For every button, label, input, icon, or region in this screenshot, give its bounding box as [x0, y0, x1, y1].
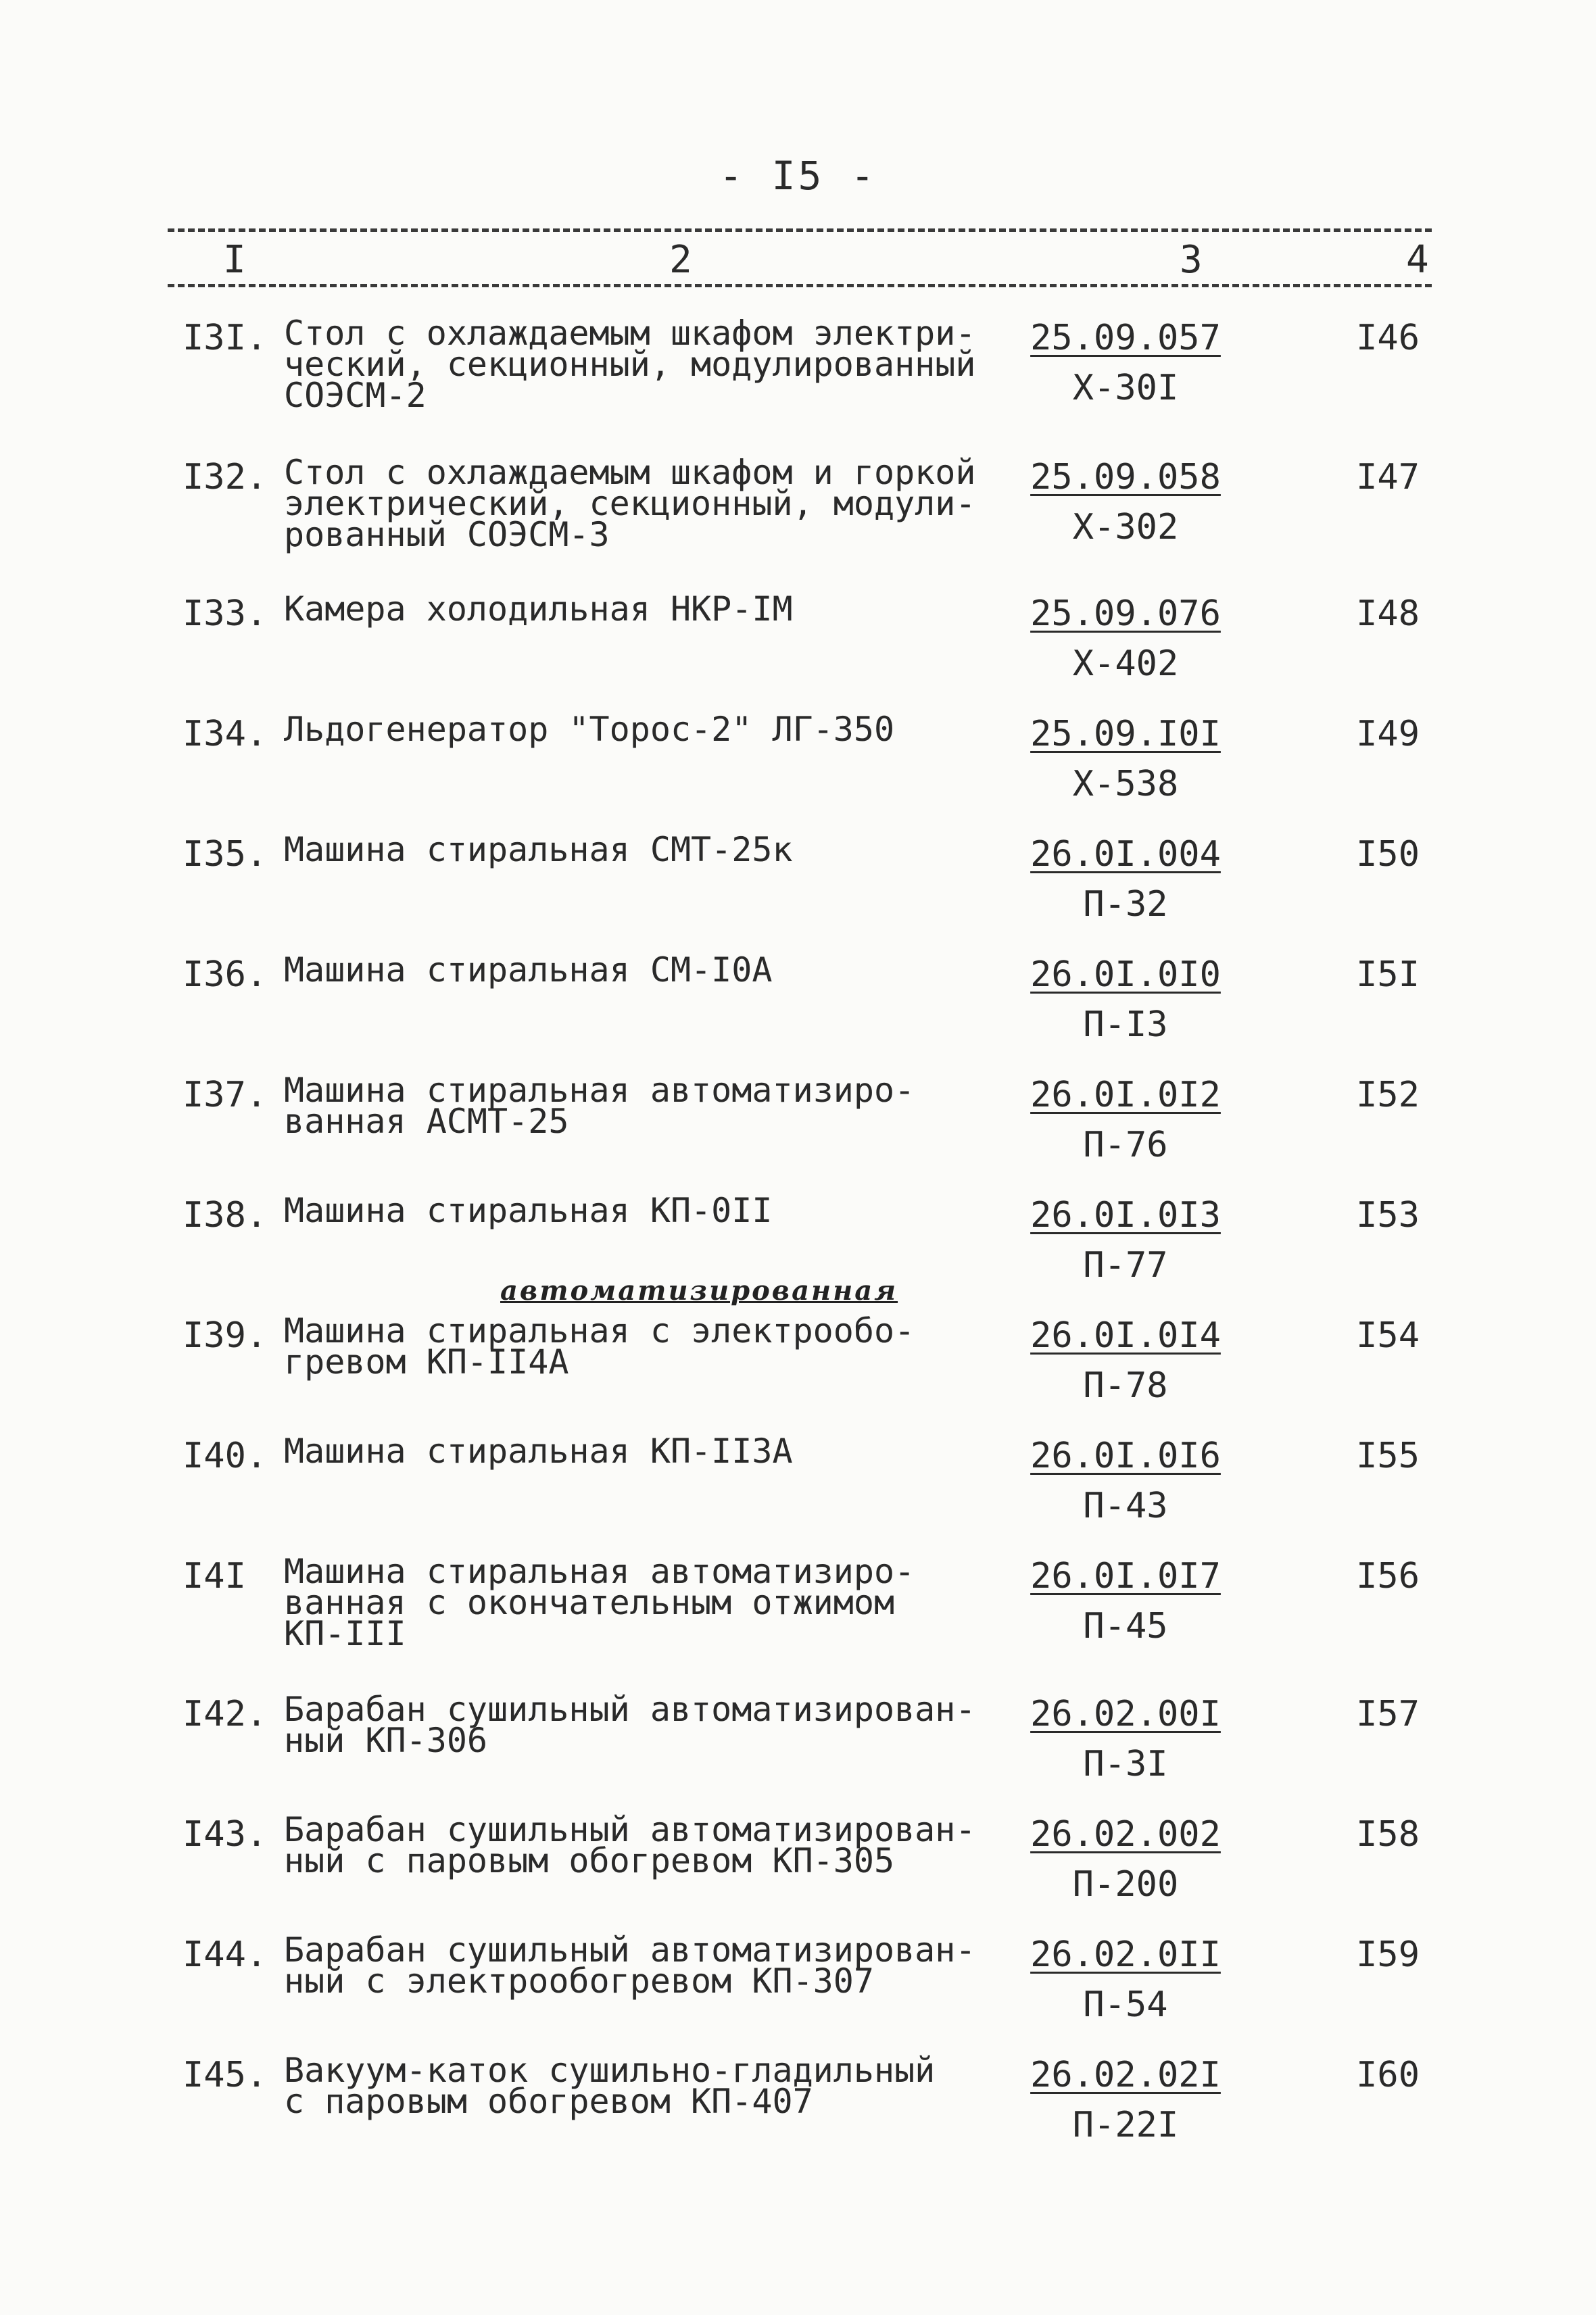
page-ref: I46	[1356, 318, 1420, 358]
item-code: 26.0I.004	[1030, 834, 1221, 875]
item-subcode: П-77	[1083, 1245, 1168, 1286]
item-codes	[1021, 1436, 1230, 1526]
item-subcode: П-3I	[1083, 1744, 1168, 1784]
header-rule-top	[168, 228, 1432, 232]
row-number: I45.	[183, 2055, 268, 2095]
item-codes	[1021, 1315, 1230, 1406]
row-number: I37.	[183, 1075, 268, 1115]
item-code: 26.0I.0I0	[1030, 954, 1221, 995]
item-name: Машина стиральная КП-II3А	[284, 1432, 793, 1471]
page-number: - I5 -	[719, 153, 877, 199]
item-codes	[1021, 714, 1230, 804]
item-subcode: П-78	[1083, 1365, 1168, 1406]
item-codes	[1021, 318, 1230, 408]
item-name: Стол с охлаждаемым шкафом и горкой электрический, секционный, модули- рованный СОЭСМ-3	[284, 453, 976, 554]
item-code: 25.09.I0I	[1030, 714, 1221, 754]
item-name: Барабан сушильный автоматизирован- ный с паровым обогревом КП-305	[284, 1810, 976, 1880]
item-name: Машина стиральная СМТ-25к	[284, 830, 793, 869]
item-codes	[1021, 593, 1230, 684]
item-code: 25.09.058	[1030, 457, 1221, 497]
item-codes	[1021, 1814, 1230, 1905]
item-codes	[1021, 1934, 1230, 2025]
row-number: I42.	[183, 1694, 268, 1734]
page-ref: I55	[1356, 1436, 1420, 1476]
item-name: Льдогенератор "Торос-2" ЛГ-350	[284, 710, 895, 749]
item-code: 25.09.076	[1030, 593, 1221, 634]
item-codes	[1021, 457, 1230, 547]
item-code: 26.0I.0I7	[1030, 1556, 1221, 1597]
page-ref: I49	[1356, 714, 1420, 754]
item-subcode: П-45	[1083, 1606, 1168, 1647]
item-subcode: П-22I	[1072, 2105, 1179, 2145]
item-code: 26.02.02I	[1030, 2055, 1221, 2095]
row-number: I4I	[183, 1556, 246, 1597]
page-ref: I50	[1356, 834, 1420, 875]
item-subcode: П-54	[1083, 1984, 1168, 2025]
item-code: 26.0I.0I2	[1030, 1075, 1221, 1115]
item-codes	[1021, 1556, 1230, 1647]
row-number: I43.	[183, 1814, 268, 1855]
column-header-1: I	[223, 238, 246, 282]
page-ref: I5I	[1356, 954, 1420, 995]
column-header-4: 4	[1406, 238, 1429, 282]
item-code: 26.02.00I	[1030, 1694, 1221, 1734]
page-ref: I52	[1356, 1075, 1420, 1115]
item-code: 26.02.0II	[1030, 1934, 1221, 1975]
item-subcode: Х-538	[1072, 764, 1179, 804]
item-subcode: П-76	[1083, 1125, 1168, 1165]
row-number: I39.	[183, 1315, 268, 1356]
page-ref: I47	[1356, 457, 1420, 497]
item-subcode: П-32	[1083, 884, 1168, 925]
item-name: Машина стиральная автоматизиро- ванная с окончательным отжимом КП-III	[284, 1552, 915, 1653]
row-number: I34.	[183, 714, 268, 754]
item-name: Камера холодильная НКР-IМ	[284, 589, 793, 629]
row-number: I40.	[183, 1436, 268, 1476]
item-codes	[1021, 1195, 1230, 1286]
item-name: Стол с охлаждаемым шкафом электри- ческий, секционный, модулированный СОЭСМ-2	[284, 314, 976, 415]
item-codes	[1021, 834, 1230, 925]
page-ref: I53	[1356, 1195, 1420, 1236]
item-name: Машина стиральная с электрообо- гревом КП-II4А	[284, 1311, 915, 1382]
handwritten-annotation: автоматизированная	[500, 1275, 898, 1307]
item-name: Машина стиральная автоматизиро- ванная АСМТ-25	[284, 1071, 915, 1141]
item-subcode: Х-30I	[1072, 368, 1179, 408]
item-code: 26.02.002	[1030, 1814, 1221, 1855]
column-header-2: 2	[669, 238, 692, 282]
row-number: I33.	[183, 593, 268, 634]
item-subcode: П-43	[1083, 1486, 1168, 1526]
item-code: 26.0I.0I6	[1030, 1436, 1221, 1476]
row-number: I44.	[183, 1934, 268, 1975]
item-subcode: П-200	[1072, 1864, 1179, 1905]
item-subcode: Х-402	[1072, 643, 1179, 684]
item-name: Машина стиральная КП-0II	[284, 1191, 773, 1230]
item-name: Барабан сушильный автоматизирован- ный КП-306	[284, 1690, 976, 1760]
row-number: I36.	[183, 954, 268, 995]
item-name: Вакуум-каток сушильно-гладильный с паровым обогревом КП-407	[284, 2051, 936, 2121]
item-name: Барабан сушильный автоматизирован- ный с электрообогревом КП-307	[284, 1930, 976, 2001]
item-code: 26.0I.0I4	[1030, 1315, 1221, 1356]
row-number: I3I.	[183, 318, 268, 358]
page-ref: I58	[1356, 1814, 1420, 1855]
page-ref: I54	[1356, 1315, 1420, 1356]
item-subcode: Х-302	[1072, 507, 1179, 547]
item-subcode: П-I3	[1083, 1004, 1168, 1045]
row-number: I38.	[183, 1195, 268, 1236]
page-ref: I60	[1356, 2055, 1420, 2095]
item-code: 26.0I.0I3	[1030, 1195, 1221, 1236]
item-codes	[1021, 2055, 1230, 2145]
row-number: I32.	[183, 457, 268, 497]
row-number: I35.	[183, 834, 268, 875]
header-rule-bottom	[168, 284, 1432, 287]
item-name: Машина стиральная СМ-I0А	[284, 950, 773, 990]
item-codes	[1021, 1075, 1230, 1165]
page-ref: I48	[1356, 593, 1420, 634]
page-ref: I57	[1356, 1694, 1420, 1734]
item-code: 25.09.057	[1030, 318, 1221, 358]
item-codes	[1021, 1694, 1230, 1784]
item-codes	[1021, 954, 1230, 1045]
column-header-3: 3	[1180, 238, 1203, 282]
page-ref: I59	[1356, 1934, 1420, 1975]
page-ref: I56	[1356, 1556, 1420, 1597]
